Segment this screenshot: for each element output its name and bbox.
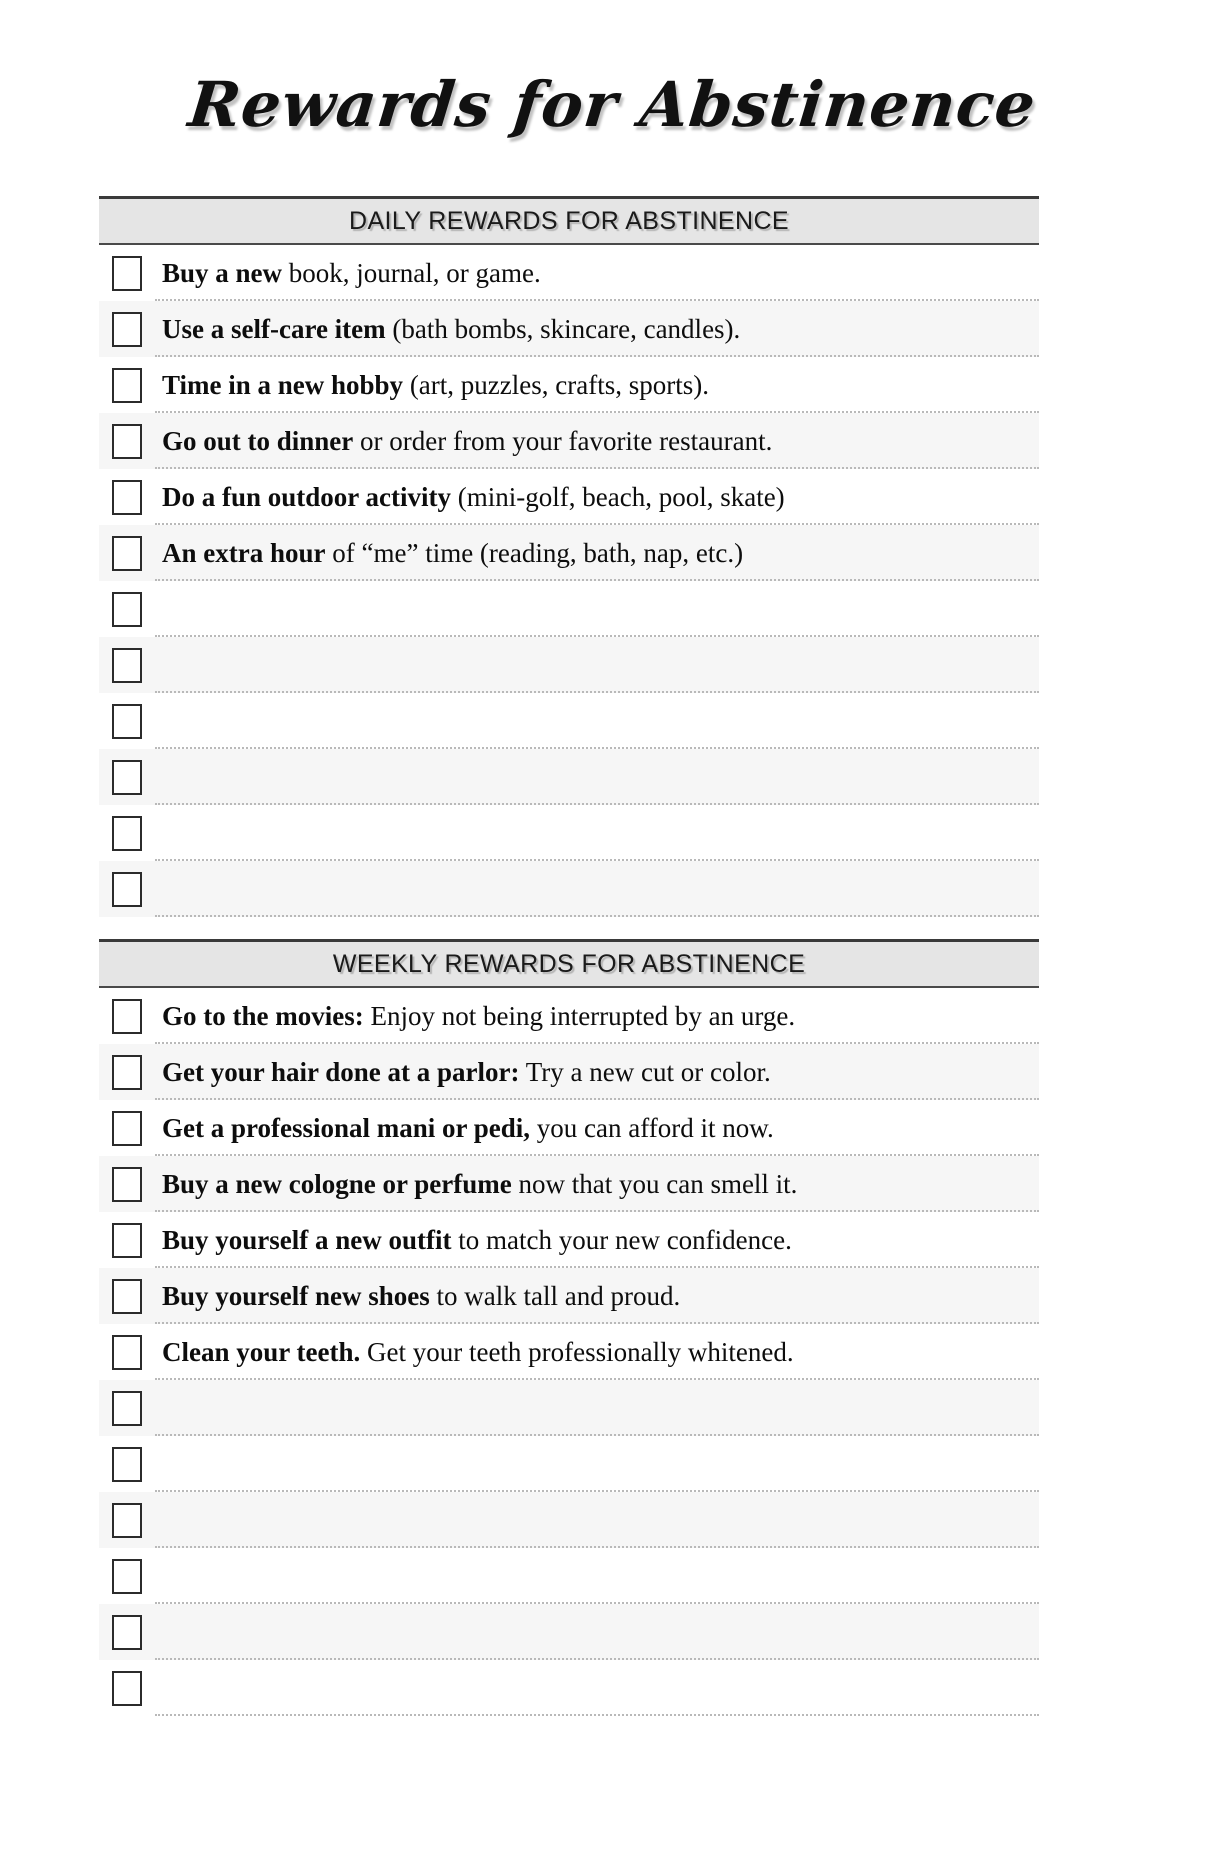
reward-text-cell[interactable]	[155, 413, 1039, 469]
reward-checkbox[interactable]	[112, 368, 142, 403]
reward-text-cell[interactable]	[155, 469, 1039, 525]
reward-lead: Do a fun outdoor activity	[162, 481, 452, 512]
checkbox-cell[interactable]	[99, 1167, 155, 1202]
page-title: Rewards for Abstinence	[185, 68, 1040, 141]
checkbox-cell[interactable]	[99, 1559, 155, 1594]
reward-checkbox[interactable]	[112, 760, 142, 795]
checkbox-cell[interactable]	[99, 1615, 155, 1650]
reward-text-cell[interactable]	[155, 1604, 1039, 1660]
checkbox-cell[interactable]	[99, 480, 155, 515]
reward-detail: now that you can smell it.	[511, 1168, 798, 1199]
rewards-sheet	[99, 196, 1039, 1716]
reward-text-cell[interactable]	[155, 245, 1039, 301]
reward-row	[99, 525, 1039, 581]
reward-text	[162, 1337, 794, 1367]
reward-text-cell[interactable]	[155, 1100, 1039, 1156]
reward-lead: Get your hair done at a parlor:	[162, 1056, 520, 1087]
reward-lead: Buy yourself a new outfit	[162, 1224, 452, 1255]
reward-row	[99, 1548, 1039, 1604]
reward-detail: you can afford it now.	[530, 1112, 774, 1143]
reward-text-cell[interactable]	[155, 749, 1039, 805]
reward-text-cell[interactable]	[155, 1268, 1039, 1324]
reward-detail: (art, puzzles, crafts, sports).	[403, 369, 709, 400]
reward-lead: Time in a new hobby	[162, 369, 404, 400]
reward-detail: Try a new cut or color.	[519, 1056, 771, 1087]
reward-text-cell[interactable]	[155, 1212, 1039, 1268]
reward-detail: or order from your favorite restaurant.	[353, 425, 773, 456]
reward-lead: Use a self-care item	[162, 313, 386, 344]
reward-row	[99, 1100, 1039, 1156]
reward-row	[99, 1492, 1039, 1548]
reward-checkbox[interactable]	[112, 816, 142, 851]
reward-text-cell[interactable]	[155, 1660, 1039, 1716]
reward-text-cell[interactable]	[155, 1492, 1039, 1548]
reward-text	[162, 258, 541, 288]
page-title-area	[0, 68, 1225, 141]
reward-lead: Get a professional mani or pedi,	[162, 1112, 531, 1143]
checkbox-cell[interactable]	[99, 1447, 155, 1482]
reward-checkbox[interactable]	[112, 1503, 142, 1538]
reward-checkbox[interactable]	[112, 1559, 142, 1594]
reward-text-cell[interactable]	[155, 1380, 1039, 1436]
reward-lead: Buy yourself new shoes	[162, 1280, 430, 1311]
rewards-section	[99, 939, 1039, 1716]
reward-row	[99, 1044, 1039, 1100]
checkbox-cell[interactable]	[99, 312, 155, 347]
reward-text	[162, 1169, 797, 1199]
checkbox-cell[interactable]	[99, 872, 155, 907]
reward-text-cell[interactable]	[155, 357, 1039, 413]
reward-detail: Enjoy not being interrupted by an urge.	[363, 1000, 796, 1031]
reward-lead: An extra hour	[162, 537, 326, 568]
reward-row	[99, 1324, 1039, 1380]
reward-row	[99, 805, 1039, 861]
reward-checkbox[interactable]	[112, 648, 142, 683]
checkbox-cell[interactable]	[99, 1671, 155, 1706]
checkbox-cell[interactable]	[99, 1391, 155, 1426]
reward-row	[99, 693, 1039, 749]
section-spacer	[99, 917, 1039, 939]
reward-row	[99, 637, 1039, 693]
checkbox-cell[interactable]	[99, 368, 155, 403]
reward-row	[99, 1212, 1039, 1268]
reward-row	[99, 1268, 1039, 1324]
reward-text-cell[interactable]	[155, 1156, 1039, 1212]
reward-row	[99, 749, 1039, 805]
section-header: WEEKLY REWARDS FOR ABSTINENCE	[99, 939, 1039, 988]
reward-text-cell[interactable]	[155, 1548, 1039, 1604]
reward-checkbox[interactable]	[112, 1055, 142, 1090]
reward-row	[99, 1604, 1039, 1660]
reward-text	[162, 1281, 680, 1311]
reward-row	[99, 581, 1039, 637]
checkbox-cell[interactable]	[99, 1055, 155, 1090]
reward-text	[162, 538, 743, 568]
reward-lead: Buy a new cologne or perfume	[162, 1168, 512, 1199]
reward-row	[99, 988, 1039, 1044]
reward-row	[99, 357, 1039, 413]
reward-text-cell[interactable]	[155, 861, 1039, 917]
reward-detail: (mini-golf, beach, pool, skate)	[451, 481, 785, 512]
checkbox-cell[interactable]	[99, 1503, 155, 1538]
reward-checkbox[interactable]	[112, 1391, 142, 1426]
reward-text-cell[interactable]	[155, 1044, 1039, 1100]
checkbox-cell[interactable]	[99, 1223, 155, 1258]
checkbox-cell[interactable]	[99, 704, 155, 739]
reward-row	[99, 1660, 1039, 1716]
reward-checkbox[interactable]	[112, 256, 142, 291]
reward-text	[162, 370, 709, 400]
checkbox-cell[interactable]	[99, 1111, 155, 1146]
reward-row	[99, 1380, 1039, 1436]
reward-text	[162, 482, 785, 512]
reward-lead: Go to the movies:	[162, 1000, 364, 1031]
reward-checkbox[interactable]	[112, 1615, 142, 1650]
reward-checkbox[interactable]	[112, 1279, 142, 1314]
reward-text	[162, 426, 772, 456]
checkbox-cell[interactable]	[99, 592, 155, 627]
reward-checkbox[interactable]	[112, 424, 142, 459]
rewards-row-list	[99, 245, 1039, 917]
checkbox-cell[interactable]	[99, 1335, 155, 1370]
reward-lead: Go out to dinner	[162, 425, 354, 456]
rewards-row-list	[99, 988, 1039, 1716]
reward-checkbox[interactable]	[112, 999, 142, 1034]
reward-lead: Buy a new	[162, 257, 283, 288]
reward-checkbox[interactable]	[112, 592, 142, 627]
reward-detail: book, journal, or game.	[282, 257, 541, 288]
reward-detail: of “me” time (reading, bath, nap, etc.)	[325, 537, 744, 568]
reward-text	[162, 1001, 795, 1031]
checkbox-cell[interactable]	[99, 816, 155, 851]
reward-text	[162, 314, 740, 344]
reward-text-cell[interactable]	[155, 581, 1039, 637]
checkbox-cell[interactable]	[99, 760, 155, 795]
reward-checkbox[interactable]	[112, 480, 142, 515]
checkbox-cell[interactable]	[99, 256, 155, 291]
reward-checkbox[interactable]	[112, 1447, 142, 1482]
checkbox-cell[interactable]	[99, 648, 155, 683]
reward-row	[99, 301, 1039, 357]
reward-checkbox[interactable]	[112, 536, 142, 571]
reward-text	[162, 1113, 774, 1143]
reward-text-cell[interactable]	[155, 301, 1039, 357]
reward-checkbox[interactable]	[112, 1223, 142, 1258]
reward-checkbox[interactable]	[112, 1671, 142, 1706]
reward-row	[99, 413, 1039, 469]
reward-text-cell[interactable]	[155, 637, 1039, 693]
reward-checkbox[interactable]	[112, 1335, 142, 1370]
checkbox-cell[interactable]	[99, 999, 155, 1034]
reward-row	[99, 1156, 1039, 1212]
reward-text-cell[interactable]	[155, 988, 1039, 1044]
reward-text-cell[interactable]	[155, 805, 1039, 861]
reward-text-cell[interactable]	[155, 525, 1039, 581]
reward-row	[99, 245, 1039, 301]
reward-row	[99, 1436, 1039, 1492]
reward-text	[162, 1225, 792, 1255]
reward-detail: to match your new confidence.	[451, 1224, 792, 1255]
reward-checkbox[interactable]	[112, 312, 142, 347]
reward-row	[99, 861, 1039, 917]
reward-text	[162, 1057, 771, 1087]
reward-checkbox[interactable]	[112, 872, 142, 907]
reward-checkbox[interactable]	[112, 1167, 142, 1202]
rewards-section	[99, 196, 1039, 917]
section-header: DAILY REWARDS FOR ABSTINENCE	[99, 196, 1039, 245]
reward-lead: Clean your teeth.	[162, 1336, 361, 1367]
reward-text-cell[interactable]	[155, 693, 1039, 749]
checkbox-cell[interactable]	[99, 536, 155, 571]
reward-checkbox[interactable]	[112, 1111, 142, 1146]
reward-row	[99, 469, 1039, 525]
reward-detail: (bath bombs, skincare, candles).	[385, 313, 741, 344]
reward-detail: to walk tall and proud.	[429, 1280, 681, 1311]
checkbox-cell[interactable]	[99, 1279, 155, 1314]
checkbox-cell[interactable]	[99, 424, 155, 459]
reward-text-cell[interactable]	[155, 1324, 1039, 1380]
reward-text-cell[interactable]	[155, 1436, 1039, 1492]
reward-detail: Get your teeth professionally whitened.	[360, 1336, 794, 1367]
reward-checkbox[interactable]	[112, 704, 142, 739]
